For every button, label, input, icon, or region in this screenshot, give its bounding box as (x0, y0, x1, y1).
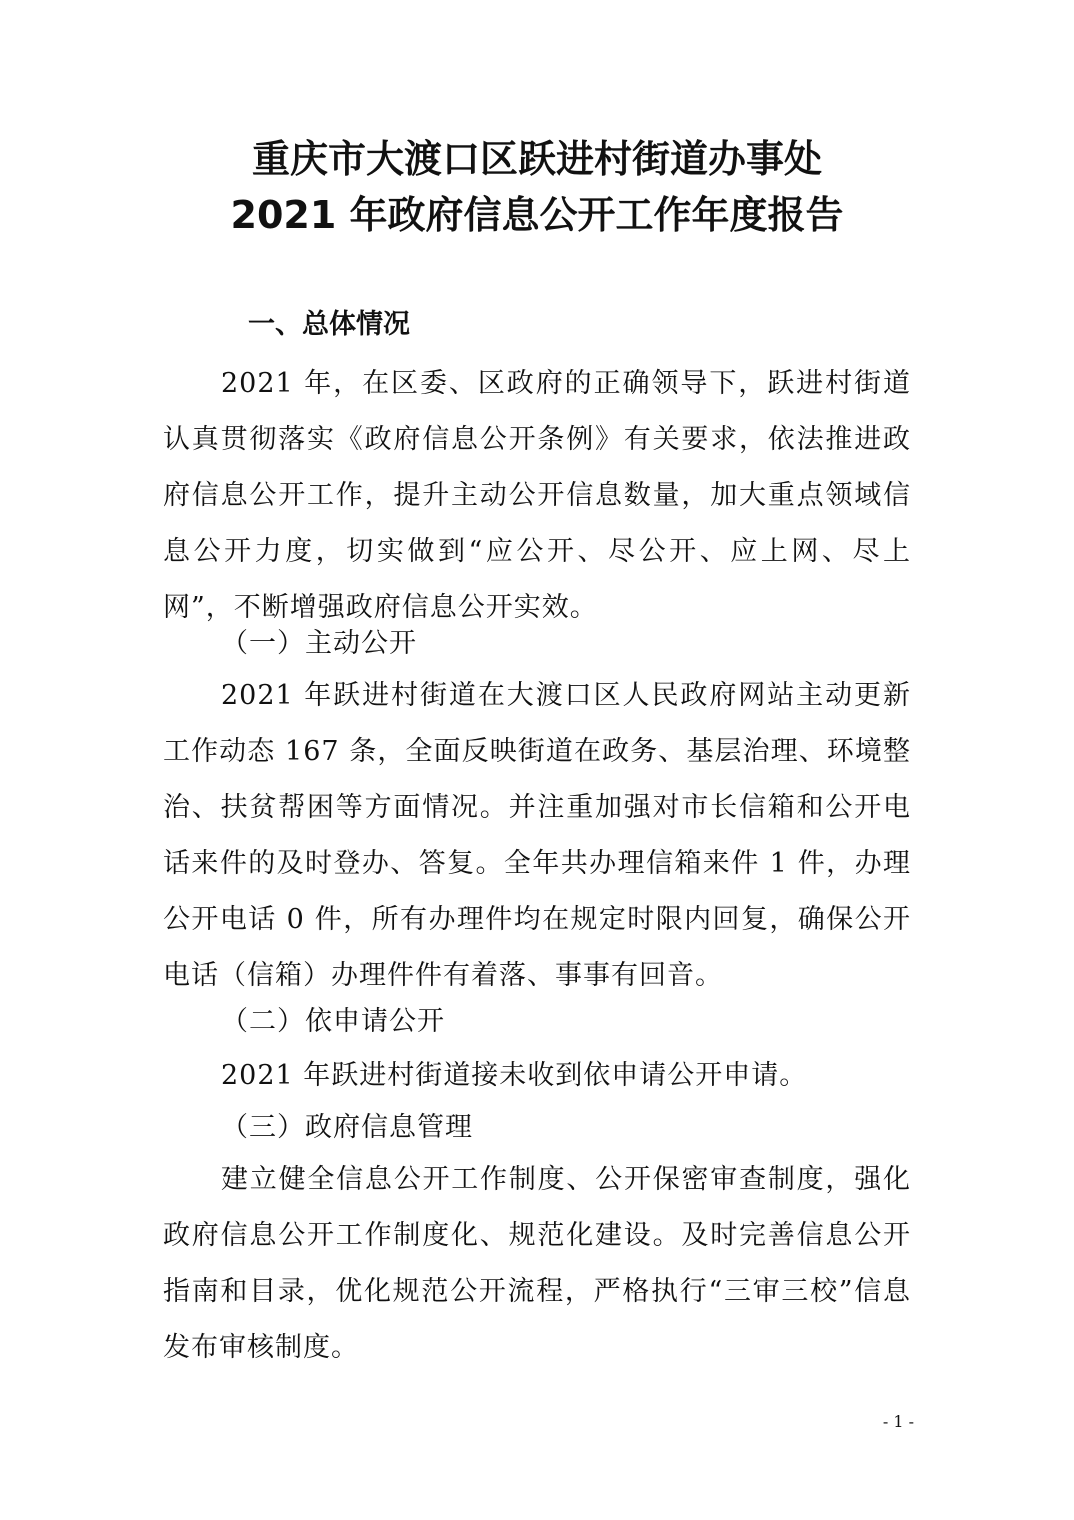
paragraph-request-disclosure: 2021 年跃进村街道接未收到依申请公开申请。 (221, 1060, 808, 1091)
paragraph-overview: 2021 年，在区委、区政府的正确领导下，跃进村街道认真贯彻落实《政府信息公开条例》有关要求，依法推进政府信息公开工作，提升主动公开信息数量，加大重点领域信息公开力度，切实做到“应公开、尽公开、应上网、尽上网”，不断增强政府信息公开实效。 (163, 368, 911, 623)
document-title-line-1: 重庆市大渡口区跃进村街道办事处 (251, 137, 822, 181)
subheading-active-disclosure: （一）主动公开 (221, 628, 417, 659)
section-heading-overview: 一、总体情况 (248, 309, 410, 340)
page-number: - 1 - (882, 1412, 914, 1431)
paragraph-active-disclosure: 2021 年跃进村街道在大渡口区人民政府网站主动更新工作动态 167 条，全面反映街道在政务、基层治理、环境整治、扶贫帮困等方面情况。并注重加强对市长信箱和公开电话来件的及时登办、答复。全年共办理信箱来件 1 件，办理公开电话 0 件，所有办理件均在规定时限内回复，确保公开电话（信箱）办理件件有着落、事事有回音。 (163, 680, 911, 991)
subheading-information-management: （三）政府信息管理 (221, 1112, 473, 1143)
document-title-line-2: 2021 年政府信息公开工作年度报告 (230, 193, 844, 237)
paragraph-information-management: 建立健全信息公开工作制度、公开保密审查制度，强化政府信息公开工作制度化、规范化建设。及时完善信息公开指南和目录，优化规范公开流程，严格执行“三审三校”信息发布审核制度。 (163, 1164, 911, 1363)
subheading-request-disclosure: （二）依申请公开 (221, 1006, 445, 1037)
